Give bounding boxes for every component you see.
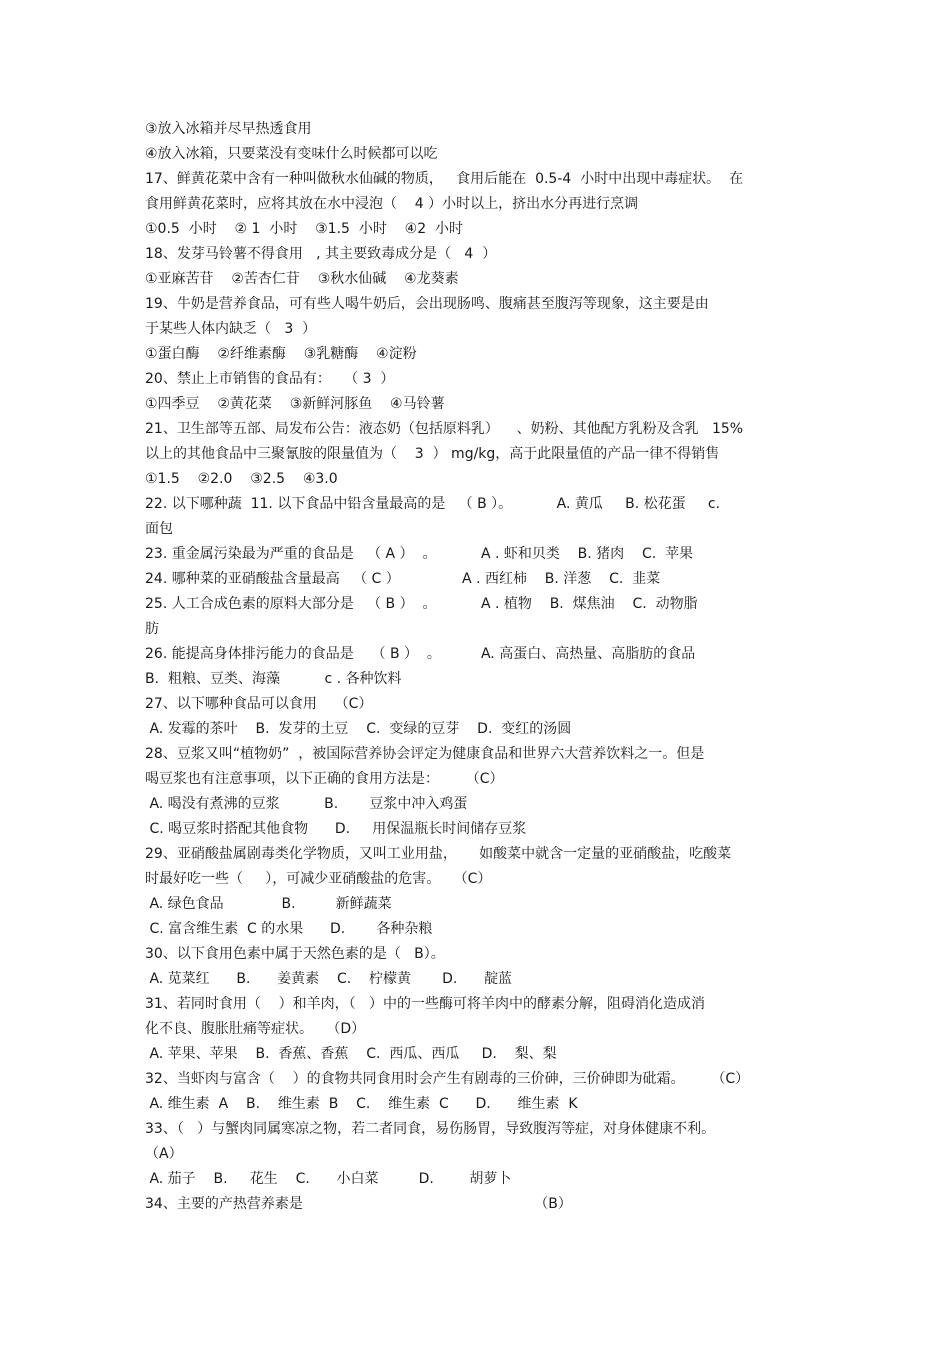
question-34-line: 34、主要的产热营养素是 （B） [145, 1196, 572, 1212]
text-line: 化不良、腹胀肚痛等症状。 （D） [145, 1021, 366, 1037]
options-line: A. 发霉的茶叶 B. 发芽的土豆 C. 变绿的豆芽 D. 变红的汤圆 [145, 721, 572, 737]
question-29-line: 29、亚硝酸盐属剧毒类化学物质，又叫工业用盐， 如酸菜中就含一定量的亚硝酸盐，吃酸菜 [145, 846, 732, 862]
options-line: C. 富含维生素 C 的水果 D. 各种杂粮 [145, 921, 433, 937]
question-26-line: 26. 能提高身体排污能力的食品是 （ B ） 。 A. 高蛋白、高热量、高脂肪的食品 [145, 646, 696, 662]
options-line: A. 苹果、苹果 B. 香蕉、香蕉 C. 西瓜、西瓜 D. 梨、梨 [145, 1046, 557, 1062]
text-line: 肪 [145, 621, 159, 637]
question-30-line: 30、以下食用色素中属于天然色素的是（ B）。 [145, 946, 445, 962]
question-19-line: 19、牛奶是营养食品，可有些人喝牛奶后，会出现肠鸣、腹痛甚至腹泻等现象，这主要是由 [145, 296, 709, 312]
text-line: 面包 [145, 521, 173, 537]
question-20-line: 20、禁止上市销售的食品有： （ 3 ） [145, 371, 395, 387]
text-line: 喝豆浆也有注意事项，以下正确的食用方法是： （C） [145, 771, 504, 787]
text-line: 以上的其他食品中三聚氰胺的限量值为（ 3 ） mg/kg，高于此限量值的产品一律不得销售 [145, 446, 720, 462]
text-line: 食用鲜黄花菜时，应将其放在水中浸泡（ 4 ）小时以上，挤出水分再进行烹调 [145, 196, 639, 212]
question-33-line: 33、（ ）与蟹肉同属寒凉之物，若二者同食，易伤肠胃，导致腹泻等症，对身体健康不利。 [145, 1121, 716, 1137]
options-line: ①蛋白酶 ②纤维素酶 ③乳糖酶 ④淀粉 [145, 346, 417, 362]
question-24-line: 24. 哪种菜的亚硝酸盐含量最高 （ C ） A . 西红柿 B. 洋葱 C. 韭菜 [145, 571, 661, 587]
options-line: C. 喝豆浆时搭配其他食物 D. 用保温瓶长时间储存豆浆 [145, 821, 527, 837]
options-line: A. 维生素 A B. 维生素 B C. 维生素 C D. 维生素 K [145, 1096, 578, 1112]
text-line: ③放入冰箱并尽早热透食用 [145, 121, 312, 137]
options-line: A. 苋菜红 B. 姜黄素 C. 柠檬黄 D. 靛蓝 [145, 971, 513, 987]
question-31-line: 31、若同时食用（ ）和羊肉，（ ）中的一些酶可将羊肉中的酵素分解，阻碍消化造成消 [145, 996, 705, 1012]
question-27-line: 27、以下哪种食品可以食用 （C） [145, 696, 373, 712]
question-28-line: 28、豆浆又叫“植物奶” ，被国际营养协会评定为健康食品和世界六大营养饮料之一。但是 [145, 746, 705, 762]
question-32-line: 32、当虾肉与富含（ ）的食物共同食用时会产生有剧毒的三价砷，三价砷即为砒霜。 （C） [145, 1071, 750, 1087]
options-line: A. 绿色食品 B. 新鲜蔬菜 [145, 896, 392, 912]
options-line: ①1.5 ②2.0 ③2.5 ④3.0 [145, 471, 338, 487]
options-line: ①亚麻苦苷 ②苦杏仁苷 ③秋水仙碱 ④龙葵素 [145, 271, 459, 287]
question-21-line: 21、卫生部等五部、局发布公告：液态奶（包括原料乳） 、奶粉、其他配方乳粉及含乳 15% [145, 421, 744, 437]
options-line: A. 茄子 B. 花生 C. 小白菜 D. 胡萝卜 [145, 1171, 512, 1187]
text-line: 于某些人体内缺乏（ 3 ） [145, 321, 317, 337]
text-line: ④放入冰箱，只要菜没有变味什么时候都可以吃 [145, 146, 438, 162]
text-line: 时最好吃一些（ ），可减少亚硝酸盐的危害。 （C） [145, 871, 492, 887]
question-22-line: 22. 以下哪种蔬 11. 以下食品中铅含量最高的是 （ B ）。 A. 黄瓜 B. 松花蛋 c. [145, 496, 721, 512]
options-line: B. 粗粮、豆类、海藻 c . 各种饮料 [145, 671, 402, 687]
text-line: （A） [145, 1146, 183, 1162]
question-23-line: 23. 重金属污染最为严重的食品是 （ A ） 。 A . 虾和贝类 B. 猪肉 C. 苹果 [145, 546, 694, 562]
question-25-line: 25. 人工合成色素的原料大部分是 （ B ） 。 A . 植物 B. 煤焦油 C. 动物脂 [145, 596, 698, 612]
options-line: ①0.5 小时 ② 1 小时 ③1.5 小时 ④2 小时 [145, 221, 464, 237]
question-18-line: 18、发芽马铃薯不得食用 , 其主要致毒成分是（ 4 ） [145, 246, 497, 262]
document-body [145, 117, 825, 1217]
options-line: ①四季豆 ②黄花菜 ③新鲜河豚鱼 ④马铃薯 [145, 396, 445, 412]
question-17-line: 17、鲜黄花菜中含有一种叫做秋水仙碱的物质， 食用后能在 0.5-4 小时中出现中毒症状。 在 [145, 171, 744, 187]
options-line: A. 喝没有煮沸的豆浆 B. 豆浆中冲入鸡蛋 [145, 796, 468, 812]
